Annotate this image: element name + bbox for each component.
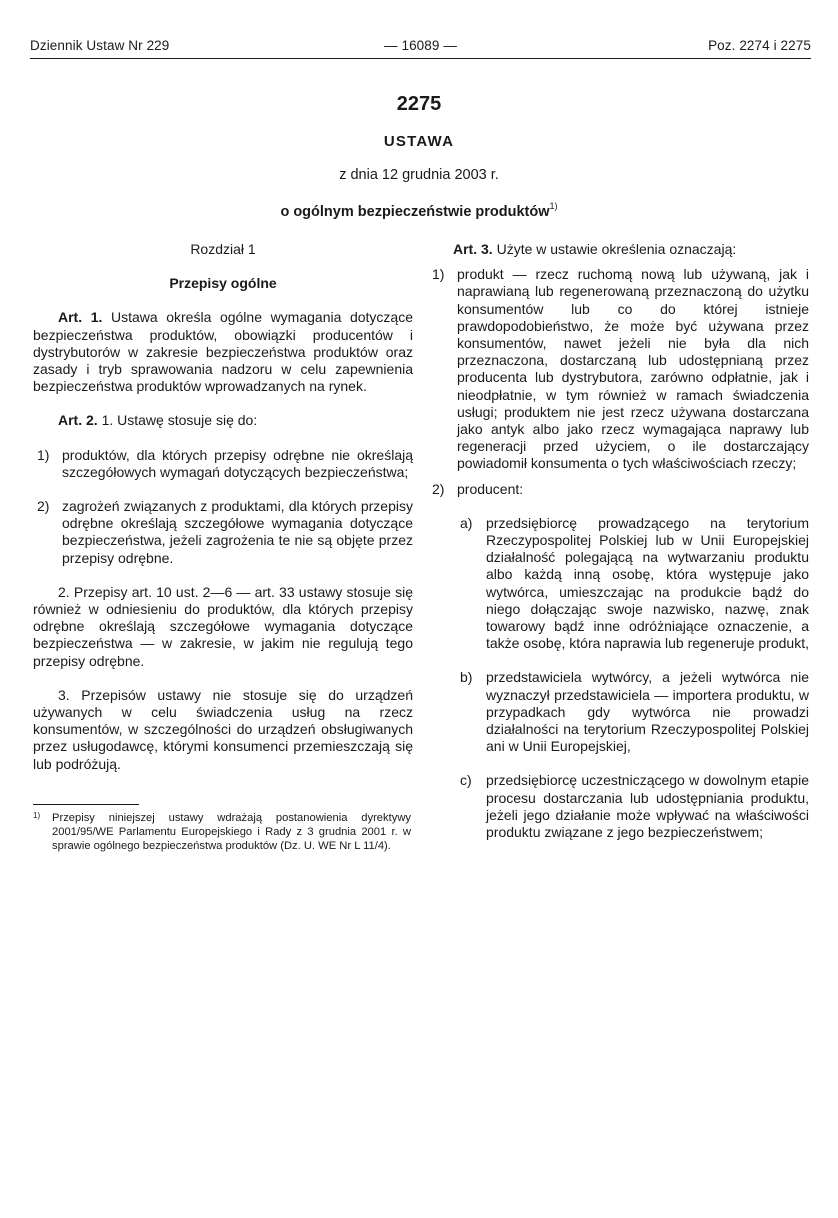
act-number: 2275: [396, 93, 442, 115]
footnote: [33, 812, 411, 853]
list-item-number: 2): [432, 480, 445, 497]
footnote-divider: [33, 804, 139, 805]
act-subject: [0, 201, 838, 220]
article-1: [33, 309, 413, 395]
sub-item: [428, 772, 809, 841]
list-item-number: 1): [37, 446, 50, 463]
act-date: z dnia 12 grudnia 2003 r.: [339, 167, 499, 183]
article-3-intro-text: Użyte w ustawie określenia oznaczają:: [496, 241, 737, 257]
sub-item-letter: c): [460, 772, 472, 789]
list-item-text: produkt — rzecz ruchomą nową lub używaną, jak i naprawianą lub regenerowaną przeznaczoną do użytku konsumentów lub co do której istnieje prawdopodobieństwo, że może być używana przez konsumentów, nawet jeżeli nie była dla nich przeznaczona, dostarczaną lub udostępnianą przez producenta lub dystrybutora, zarówno odpłatnie, jak i nieodpłatnie, w tym również w ramach świadczenia usługi; produktem nie jest rzecz używana dostarczana jako antyk albo jako rzecz wymagająca naprawy lub regeneracji przed użyciem, o ile dostarczający powiadomił konsumenta o tych właściwościach rzeczy;: [457, 266, 809, 472]
article-3-label: Art. 3.: [453, 241, 493, 257]
article-3-intro: [428, 241, 809, 258]
list-item-text: producent:: [457, 480, 524, 497]
definition-producer: [428, 481, 809, 498]
article-2-label: Art. 2.: [58, 412, 98, 429]
journal-name: Dziennik Ustaw Nr 229: [30, 38, 170, 53]
positions: Poz. 2274 i 2275: [708, 38, 811, 53]
page-number: — 16089 —: [384, 38, 457, 53]
right-column: [428, 241, 809, 841]
chapter-heading: Rozdział 1: [190, 241, 256, 257]
article-2-paragraph-2: 2. Przepisy art. 10 ust. 2—6 — art. 33 ustawy stosuje się również w odniesieniu do produktów, dla których przepisy odrębne określają szczegółowe wymagania dotyczące bezpieczeństwa — w zakresie, w jakim nie regulują tego przepisy odrębne.: [33, 583, 413, 669]
definition-product: [428, 266, 809, 472]
article-2-intro: [33, 412, 413, 429]
footnote-text: Przepisy niniejszej ustawy wdrażają postanowienia dyrektywy 2001/95/WE Parlamentu Europejskiego i Rady z 3 grudnia 2001 r. w sprawie ogólnego bezpieczeństwa produktów (Dz. U. WE Nr L 11/4).: [52, 812, 411, 852]
article-1-label: Art. 1.: [58, 309, 103, 326]
sub-item-letter: b): [460, 669, 473, 686]
article-1-text: Ustawa określa ogólne wymagania dotyczące bezpieczeństwa produktów, obowiązki producentów i dystrybutorów w zakresie bezpieczeństwa produktów oraz zasady i tryb sprawowania nadzoru w celu zapewnienia bezpieczeństwa produktów wprowadzanych na rynek.: [33, 309, 414, 395]
chapter-title: Przepisy ogólne: [169, 275, 277, 292]
sub-item-text: przedsiębiorcę prowadzącego na terytorium Rzeczypospolitej Polskiej lub w Unii Europejskiej działalność polegającą na wytwarzaniu produktu albo każdą inną osobę, która występuje jako wytwórca, umieszczając na produkcie bądź do niego dołączając swoje nazwisko, nazwę, znak towarowy bądź inne odróżniające oznaczenie, a także osobę, która naprawia lub regeneruje produkt,: [486, 514, 809, 652]
left-column: [33, 241, 413, 773]
sub-item-text: przedstawiciela wytwórcy, a jeżeli wytwórca nie wyznaczył przedstawiciela — importera produktu, w przypadkach gdy wytwórca nie prowadzi działalności na terytorium Rzeczypospolitej Polskiej ani w Unii Europejskiej,: [486, 669, 809, 755]
list-item-text: zagrożeń związanych z produktami, dla których przepisy odrębne określają szczegółowe wymagania dotyczące bezpieczeństwa, jeżeli zagrożenia te nie są objęte przez przepisy odrębne.: [62, 498, 413, 566]
article-2-paragraph-3: 3. Przepisów ustawy nie stosuje się do urządzeń używanych w celu świadczenia usług na rzecz konsumentów, w szczególności do urządzeń obsługiwanych przez usługodawcę, którymi konsumenci przemieszczają się lub podróżują.: [33, 686, 413, 772]
sub-item: [428, 515, 809, 653]
list-item-text: produktów, dla których przepisy odrębne nie określają szczegółowych wymagań dotyczących bezpieczeństwa;: [62, 446, 413, 480]
list-item-number: 1): [432, 266, 445, 283]
footnote-reference: 1): [549, 201, 558, 211]
act-type: USTAWA: [383, 133, 455, 150]
footnote-mark: 1): [33, 811, 41, 820]
sub-item: [428, 669, 809, 755]
act-subject-text: o ogólnym bezpieczeństwie produktów: [280, 204, 550, 220]
list-item-number: 2): [37, 498, 50, 515]
list-item: [33, 498, 413, 567]
article-2-intro-text: 1. Ustawę stosuje się do:: [101, 412, 258, 429]
sub-item-text: przedsiębiorcę uczestniczącego w dowolnym etapie procesu dostarczania lub udostępniania produktu, jeżeli jego działanie może wpływać na właściwości produktu związane z jego bezpieczeństwem;: [486, 772, 809, 841]
sub-item-letter: a): [460, 514, 473, 531]
header-divider: [30, 58, 811, 59]
list-item: [33, 447, 413, 481]
